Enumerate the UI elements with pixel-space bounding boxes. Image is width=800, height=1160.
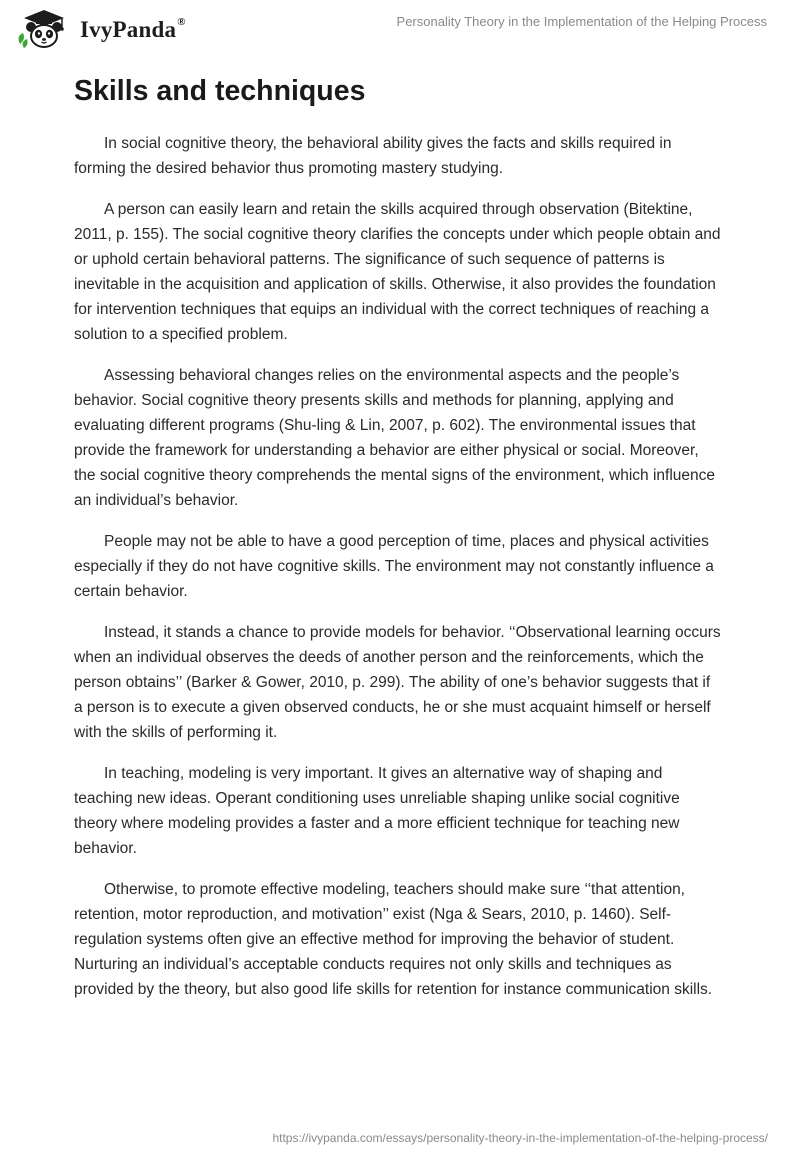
article-content: [74, 70, 722, 1018]
brand-name: IvyPanda®: [80, 16, 186, 42]
document-title: Personality Theory in the Implementation of the Helping Process: [396, 14, 767, 29]
paragraph: A person can easily learn and retain the skills acquired through observation (Bitektine, 2011, p. 155). The social cognitive theory clarifies the concepts under which people obtain and or uphold certain behavioral patterns. The significance of such sequence of patterns is inevitable in the acquisition and application of skills. Otherwise, it also provides the foundation for intervention techniques that equips an individual with the correct techniques of reaching a solution to a specified problem.: [74, 201, 721, 343]
paragraph: In teaching, modeling is very important. It gives an alternative way of shaping and teaching new ideas. Operant conditioning uses unreliable shaping unlike social cognitive theory where modeling provides a faster and a more efficient technique for teaching new behavior.: [74, 765, 680, 857]
page-header: [0, 0, 800, 60]
paragraph: Otherwise, to promote effective modeling, teachers should make sure ‘‘that attention, retention, motor reproduction, and motivation’’ exist (Nga & Sears, 2010, p. 1460). Self-regulation systems often give an effective method for improving the behavior of student. Nurturing an individual’s acceptable conducts requires not only skills and techniques as provided by the theory, but also good life skills for retention for instance communication skills.: [74, 881, 713, 998]
paragraph: People may not be able to have a good perception of time, places and physical activities especially if they do not have cognitive skills. The environment may not constantly influence a certain behavior.: [74, 533, 714, 600]
paragraph: Instead, it stands a chance to provide models for behavior. ‘‘Observational learning occurs when an individual observes the deeds of another person and the reinforcements, which the person obtains’’ (Barker & Gower, 2010, p. 299). The ability of one’s behavior suggests that if a person is to execute a given observed conducts, he or she must acquaint himself or herself with the skills of performing it.: [74, 624, 721, 741]
brand-logo[interactable]: [14, 8, 186, 50]
registered-mark: ®: [177, 16, 186, 29]
section-heading: Skills and techniques: [74, 75, 366, 107]
paragraph: Assessing behavioral changes relies on the environmental aspects and the people’s behavior. Social cognitive theory presents skills and methods for planning, applying and evaluating different programs (Shu-ling & Lin, 2007, p. 602). The environmental issues that provide the framework for understanding a behavior are either physical or social. Moreover, the social cognitive theory comprehends the mental signs of the environment, which influence an individual’s behavior.: [74, 367, 716, 509]
source-url[interactable]: https://ivypanda.com/essays/personality-theory-in-the-implementation-of-the-helping-process/: [272, 1131, 768, 1145]
paragraph-list: [74, 131, 722, 1002]
panda-graduate-icon: [14, 8, 74, 50]
paragraph: In social cognitive theory, the behavioral ability gives the facts and skills required in forming the desired behavior thus promoting mastery studying.: [74, 135, 672, 177]
